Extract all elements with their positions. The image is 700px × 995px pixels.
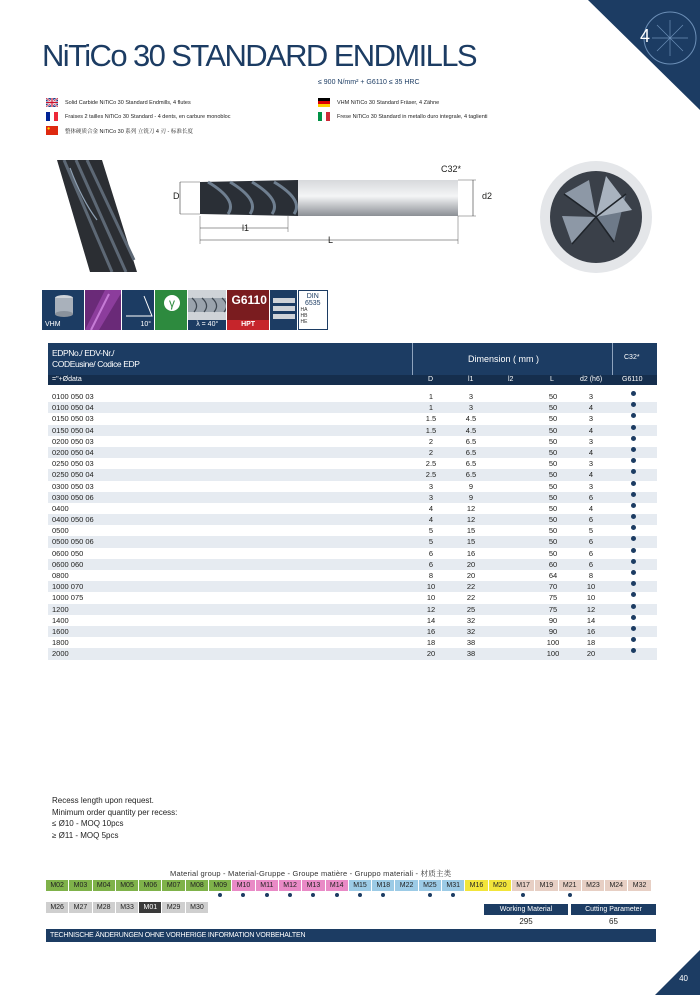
table-cell-l: 75 — [548, 593, 558, 603]
table-row — [48, 469, 657, 480]
availability-dot — [631, 447, 636, 452]
table-cell-d: 10 — [426, 593, 436, 603]
col-d2: d2 (h6) — [580, 376, 603, 383]
table-cell-l: 50 — [548, 526, 558, 536]
table-cell-l1: 32 — [466, 626, 476, 636]
table-cell-edp: 0150 050 04 — [52, 425, 94, 435]
description-fr: Fraises 2 tailles NiTiCo 30 Standard - 4 dents, en carbure monobloc — [46, 112, 231, 121]
table-cell-l: 50 — [548, 537, 558, 547]
col-l1: l1 — [468, 376, 474, 383]
table-cell-l: 50 — [548, 470, 558, 480]
table-cell-d2: 4 — [588, 403, 594, 413]
table-cell-edp: 0100 050 04 — [52, 403, 94, 413]
table-cell-edp: 1800 — [52, 638, 69, 648]
table-cell-edp: 1600 — [52, 626, 69, 636]
table-cell-l1: 6.5 — [465, 470, 477, 480]
table-cell-l1: 22 — [466, 593, 476, 603]
endmill-drawing — [168, 160, 508, 260]
table-cell-d2: 10 — [586, 582, 596, 592]
table-cell-d2: 10 — [586, 593, 596, 603]
material-cell-m02: M02 — [46, 880, 68, 891]
table-row — [48, 402, 657, 413]
table-cell-edp: 0200 050 03 — [52, 436, 94, 446]
table-cell-edp: 0400 — [52, 503, 69, 513]
table-cell-l1: 15 — [466, 526, 476, 536]
endmill-photo — [42, 160, 137, 272]
material-cell-m01: M01 — [139, 902, 161, 913]
grade-icon: G6110 HPT — [227, 290, 269, 330]
table-row — [48, 536, 657, 547]
availability-dot — [631, 402, 636, 407]
table-cell-edp: 0400 050 06 — [52, 515, 94, 525]
material-cell-m25: M25 — [419, 880, 441, 891]
table-cell-d: 3 — [428, 481, 434, 491]
material-cell-m26: M26 — [46, 902, 68, 913]
working-material-label: Working Material — [484, 904, 568, 915]
table-cell-d: 12 — [426, 604, 436, 614]
table-cell-l: 70 — [548, 582, 558, 592]
note-line: Minimum order quantity per recess: — [52, 807, 178, 817]
table-cell-l: 75 — [548, 604, 558, 614]
table-cell-edp: 0800 — [52, 571, 69, 580]
table-cell-l: 50 — [548, 515, 558, 525]
availability-dot — [631, 592, 636, 597]
table-row — [48, 503, 657, 514]
table-cell-d: 2 — [428, 447, 434, 457]
table-cell-d2: 12 — [586, 604, 596, 614]
table-cell-edp: 1000 070 — [52, 582, 84, 592]
drawing-label-c32: C32* — [441, 164, 462, 174]
product-table-header — [48, 343, 657, 383]
material-cell-m03: M03 — [69, 880, 91, 891]
table-cell-l1: 15 — [466, 537, 476, 547]
suitability-dot-m09 — [218, 893, 222, 897]
cutting-parameter-value: 65 — [609, 917, 618, 926]
table-row — [48, 581, 657, 592]
table-cell-d2: 3 — [588, 392, 594, 401]
footer-disclaimer: TECHNISCHE ÄNDERUNGEN OHNE VORHERIGE INFORMATION VORBEHALTEN — [46, 929, 656, 942]
table-cell-l1: 3 — [468, 392, 474, 401]
material-cell-m30: M30 — [186, 902, 208, 913]
table-row — [48, 604, 657, 615]
header-c32: C32* — [624, 354, 640, 361]
material-suitability-dots — [46, 893, 656, 899]
material-cell-m32: M32 — [628, 880, 650, 891]
table-cell-edp: 0500 050 06 — [52, 537, 94, 547]
material-group-row-secondary — [46, 902, 208, 913]
material-cell-m14: M14 — [326, 880, 348, 891]
uk-flag-icon — [46, 98, 58, 107]
table-cell-edp: 1000 075 — [52, 593, 84, 603]
table-cell-l1: 9 — [468, 481, 474, 491]
suitability-dot-m10 — [241, 893, 245, 897]
table-cell-d: 3 — [428, 492, 434, 502]
table-cell-l1: 6.5 — [465, 447, 477, 457]
table-cell-d2: 6 — [588, 537, 594, 547]
availability-dot — [631, 637, 636, 642]
table-cell-edp: 0300 050 06 — [52, 492, 94, 502]
table-cell-edp: 0300 050 03 — [52, 481, 94, 491]
table-cell-d2: 6 — [588, 515, 594, 525]
table-cell-edp: 0600 060 — [52, 559, 84, 569]
material-cell-m21: M21 — [559, 880, 581, 891]
material-cell-m28: M28 — [93, 902, 115, 913]
material-cell-m13: M13 — [302, 880, 324, 891]
endmill-end-view-photo — [534, 158, 659, 276]
suitability-dot-m15 — [358, 893, 362, 897]
material-cell-m33: M33 — [116, 902, 138, 913]
availability-dot — [631, 536, 636, 541]
availability-dot — [631, 492, 636, 497]
availability-dot — [631, 570, 636, 575]
suitability-dot-m14 — [335, 893, 339, 897]
table-row — [48, 548, 657, 559]
col-d: D — [428, 376, 434, 383]
material-cell-m08: M08 — [186, 880, 208, 891]
france-flag-icon — [46, 112, 58, 121]
table-cell-l: 50 — [548, 492, 558, 502]
table-cell-l: 50 — [548, 392, 558, 401]
table-cell-l: 50 — [548, 481, 558, 491]
table-cell-l: 60 — [548, 559, 558, 569]
availability-dot — [631, 481, 636, 486]
availability-dot — [631, 469, 636, 474]
col-l2: l2 — [508, 376, 514, 383]
order-notes — [52, 795, 177, 841]
table-row — [48, 436, 657, 447]
table-cell-edp: 0500 — [52, 526, 69, 536]
availability-dot — [631, 436, 636, 441]
availability-dot — [631, 503, 636, 508]
table-cell-l: 50 — [548, 459, 558, 469]
table-cell-l1: 12 — [466, 503, 476, 513]
material-cell-m27: M27 — [69, 902, 91, 913]
germany-flag-icon — [318, 98, 330, 107]
table-cell-d: 14 — [426, 615, 436, 625]
table-cell-l: 50 — [548, 414, 558, 424]
drawing-label-l: L — [328, 235, 334, 245]
table-cell-d: 8 — [428, 571, 434, 580]
availability-dot — [631, 458, 636, 463]
table-cell-l1: 9 — [468, 492, 474, 502]
table-cell-l: 64 — [548, 571, 558, 580]
table-cell-edp: 0250 050 03 — [52, 459, 94, 469]
property-icon-strip — [42, 290, 328, 330]
material-cell-m20: M20 — [489, 880, 511, 891]
table-cell-d: 18 — [426, 638, 436, 648]
suitability-dot-m18 — [381, 893, 385, 897]
table-cell-l: 50 — [548, 403, 558, 413]
table-row — [48, 525, 657, 536]
table-cell-edp: 0250 050 04 — [52, 470, 94, 480]
table-cell-d2: 18 — [586, 638, 596, 648]
material-group-row — [46, 880, 651, 891]
drawing-label-d2: d2 — [482, 191, 493, 201]
helix-angle-icon: λ = 40° — [188, 290, 226, 330]
table-cell-d2: 8 — [588, 571, 594, 580]
product-table-body — [48, 391, 657, 660]
material-cell-m05: M05 — [116, 880, 138, 891]
table-cell-d2: 14 — [586, 615, 596, 625]
table-cell-l1: 12 — [466, 515, 476, 525]
availability-dot — [631, 548, 636, 553]
angle-icon: 10° — [122, 290, 154, 330]
col-l: L — [550, 376, 554, 383]
table-cell-d2: 3 — [588, 459, 594, 469]
table-cell-l1: 32 — [466, 615, 476, 625]
vhm-icon: VHM — [42, 290, 84, 330]
china-flag-icon — [46, 126, 58, 135]
table-cell-d: 4 — [428, 503, 434, 513]
table-cell-edp: 0100 050 03 — [52, 392, 94, 401]
description-it: Frese NiTiCo 30 Standard in metallo duro integrale, 4 taglienti — [318, 112, 488, 121]
table-cell-edp: 1400 — [52, 615, 69, 625]
table-row — [48, 648, 657, 659]
material-cell-m10: M10 — [232, 880, 254, 891]
table-row — [48, 413, 657, 424]
table-cell-d2: 6 — [588, 492, 594, 502]
suitability-dot-m31 — [451, 893, 455, 897]
table-cell-d: 1.5 — [425, 425, 437, 435]
material-cell-m06: M06 — [139, 880, 161, 891]
availability-dot — [631, 581, 636, 586]
table-row — [48, 447, 657, 458]
table-cell-d: 2.5 — [425, 459, 437, 469]
material-group-title: Material group - Material-Gruppe - Groupe matière - Gruppo materiali - 材质主类 — [170, 869, 452, 878]
availability-dot — [631, 514, 636, 519]
table-cell-l1: 3 — [468, 403, 474, 413]
material-cell-m23: M23 — [582, 880, 604, 891]
note-line: Recess length upon request. — [52, 796, 154, 805]
table-row — [48, 570, 657, 581]
table-cell-l: 50 — [548, 503, 558, 513]
material-cell-m22: M22 — [395, 880, 417, 891]
table-cell-l: 90 — [548, 626, 558, 636]
material-cell-m18: M18 — [372, 880, 394, 891]
table-cell-d: 5 — [428, 526, 434, 536]
din-standard-icon: DIN 6535 HA HB HE — [298, 290, 328, 330]
table-cell-l: 90 — [548, 615, 558, 625]
drawing-label-d: D — [173, 191, 180, 201]
suitability-dot-m17 — [521, 893, 525, 897]
table-cell-d2: 4 — [588, 470, 594, 480]
page-title: NiTiCo 30 STANDARD ENDMILLS — [42, 38, 476, 73]
suitability-dot-m11 — [265, 893, 269, 897]
helix-material-icon — [85, 290, 121, 330]
table-cell-l: 50 — [548, 548, 558, 558]
table-cell-d: 20 — [426, 649, 436, 659]
availability-dot — [631, 604, 636, 609]
table-row — [48, 514, 657, 525]
material-cell-m07: M07 — [162, 880, 184, 891]
table-cell-l1: 38 — [466, 649, 476, 659]
header-edp-label-2: CODEusine/ Codice EDP — [52, 359, 140, 369]
table-cell-edp: 0200 050 04 — [52, 447, 94, 457]
table-cell-d2: 3 — [588, 481, 594, 491]
page-number: 40 — [679, 974, 688, 983]
table-cell-d2: 6 — [588, 548, 594, 558]
material-cell-m16: M16 — [465, 880, 487, 891]
table-cell-d2: 4 — [588, 447, 594, 457]
note-line: ≥ Ø11 - MOQ 5pcs — [52, 830, 119, 840]
availability-dot — [631, 525, 636, 530]
table-cell-d2: 5 — [588, 526, 594, 536]
table-cell-d2: 4 — [588, 503, 594, 513]
material-cell-m09: M09 — [209, 880, 231, 891]
availability-dot — [631, 413, 636, 418]
material-cell-m31: M31 — [442, 880, 464, 891]
table-cell-d: 2.5 — [425, 470, 437, 480]
description-cn: 整体硬质合金 NiTiCo 30 系列 立铣刀 4 刃 - 标准长度 — [46, 126, 193, 135]
table-cell-d2: 3 — [588, 436, 594, 446]
suitability-dot-m12 — [288, 893, 292, 897]
shank-icon — [270, 290, 297, 330]
header-dimension: Dimension ( mm ) — [468, 354, 540, 364]
table-cell-d: 5 — [428, 537, 434, 547]
chapter-corner-tab — [560, 0, 700, 110]
availability-dot — [631, 648, 636, 653]
table-cell-d2: 3 — [588, 414, 594, 424]
table-cell-l1: 6.5 — [465, 436, 477, 446]
material-cell-m11: M11 — [256, 880, 278, 891]
table-row — [48, 637, 657, 648]
material-cell-m29: M29 — [162, 902, 184, 913]
table-cell-l1: 22 — [466, 582, 476, 592]
description-en: Solid Carbide NiTiCo 30 Standard Endmills, 4 flutes — [46, 98, 191, 107]
suitability-dot-m21 — [568, 893, 572, 897]
table-cell-d: 1 — [428, 392, 434, 401]
table-row — [48, 559, 657, 570]
material-cell-m04: M04 — [93, 880, 115, 891]
table-cell-l1: 4.5 — [465, 414, 477, 424]
header-sub-left: ="+Ødata — [52, 376, 82, 383]
table-cell-l1: 20 — [466, 559, 476, 569]
table-cell-l1: 4.5 — [465, 425, 477, 435]
table-cell-d2: 4 — [588, 425, 594, 435]
drawing-label-l1: l1 — [242, 223, 250, 233]
availability-dot — [631, 626, 636, 631]
table-row — [48, 492, 657, 503]
table-cell-d2: 6 — [588, 559, 594, 569]
header-edp-label-1: EDPNo./ EDV-Nr./ — [52, 348, 115, 358]
table-column-header-row — [48, 375, 657, 385]
table-cell-l1: 16 — [466, 548, 476, 558]
suitability-dot-m25 — [428, 893, 432, 897]
working-material-value: 295 — [519, 917, 533, 926]
table-cell-edp: 2000 — [52, 649, 69, 659]
table-cell-l: 50 — [548, 425, 558, 435]
rake-angle-icon: γ — [155, 290, 187, 330]
table-row — [48, 458, 657, 469]
availability-dot — [631, 615, 636, 620]
table-row — [48, 481, 657, 492]
material-cell-m15: M15 — [349, 880, 371, 891]
table-cell-l: 100 — [546, 638, 560, 648]
table-cell-edp: 0150 050 03 — [52, 414, 94, 424]
availability-dot — [631, 559, 636, 564]
table-cell-l: 50 — [548, 436, 558, 446]
table-cell-l1: 20 — [466, 571, 476, 580]
table-cell-d2: 16 — [586, 626, 596, 636]
table-cell-l1: 25 — [466, 604, 476, 614]
cutting-parameter-label: Cutting Parameter — [571, 904, 656, 915]
table-row — [48, 626, 657, 637]
material-cell-m19: M19 — [535, 880, 557, 891]
table-cell-l: 50 — [548, 447, 558, 457]
material-cell-m24: M24 — [605, 880, 627, 891]
table-cell-d: 4 — [428, 515, 434, 525]
table-row — [48, 425, 657, 436]
material-cell-m12: M12 — [279, 880, 301, 891]
table-cell-d: 10 — [426, 582, 436, 592]
table-cell-l1: 6.5 — [465, 459, 477, 469]
table-cell-d: 2 — [428, 436, 434, 446]
page-corner-tab — [655, 950, 700, 995]
suitability-dot-m13 — [311, 893, 315, 897]
table-cell-l1: 38 — [466, 638, 476, 648]
table-cell-d2: 20 — [586, 649, 596, 659]
note-line: ≤ Ø10 - MOQ 10pcs — [52, 819, 124, 828]
chapter-number: 4 — [639, 26, 650, 46]
table-cell-d: 1.5 — [425, 414, 437, 424]
table-cell-d: 6 — [428, 559, 434, 569]
col-g6110: G6110 — [622, 376, 643, 383]
italy-flag-icon — [318, 112, 330, 121]
page-subtitle: ≤ 900 N/mm² + G6110 ≤ 35 HRC — [318, 79, 420, 86]
table-row — [48, 615, 657, 626]
table-row — [48, 592, 657, 603]
table-cell-edp: 0600 050 — [52, 548, 84, 558]
table-cell-d: 6 — [428, 548, 434, 558]
table-cell-d: 1 — [428, 403, 434, 413]
material-cell-m17: M17 — [512, 880, 534, 891]
availability-dot — [631, 391, 636, 396]
table-row — [48, 391, 657, 402]
description-de: VHM NiTiCo 30 Standard Fräser, 4 Zähne — [318, 98, 439, 107]
table-cell-d: 16 — [426, 626, 436, 636]
table-cell-l: 100 — [546, 649, 560, 659]
table-cell-edp: 1200 — [52, 604, 69, 614]
availability-dot — [631, 425, 636, 430]
